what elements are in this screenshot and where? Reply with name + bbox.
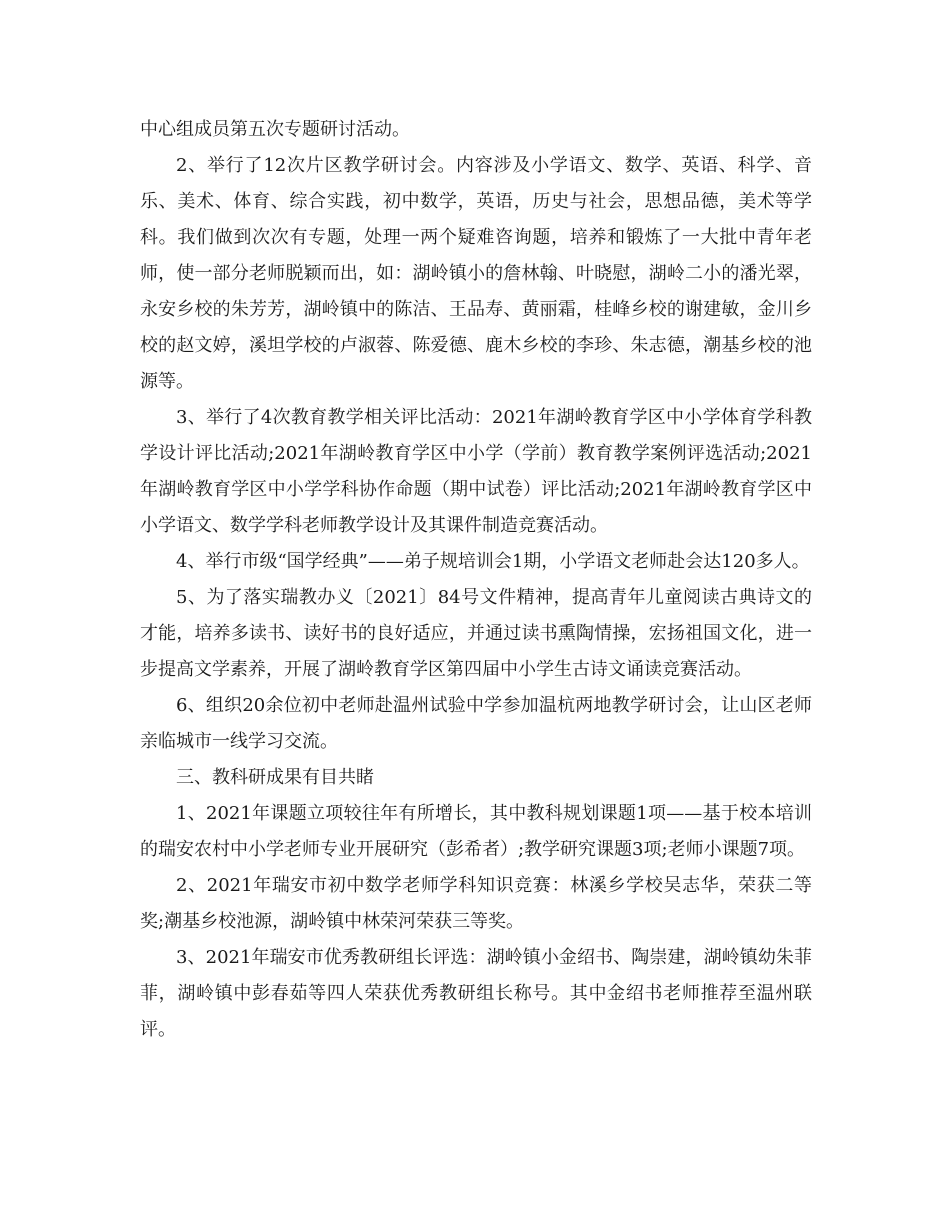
paragraph-continuation: 中心组成员第五次专题研讨活动。: [140, 119, 410, 140]
paragraph-item-2-district-seminars: 2、举行了12次片区教学研讨会。内容涉及小学语文、数学、英语、科学、音乐、美术、体育、综合实践，初中数学，英语，历史与社会，思想品德，美术等学科。我们做到次次有专题，处理一两个疑难咨询题，培养和锻炼了一大批中青年老师，使一部分老师脱颖而出，如：湖岭镇小的詹林翰、叶晓慰，湖岭二小的潘光翠，永安乡校的朱芳芳，湖岭镇中的陈洁、王品寿、黄丽霜，桂峰乡校的谢建敏，金川乡校的赵文婷，溪坦学校的卢淑蓉、陈爱德、鹿木乡校的李珍、朱志德，潮基乡校的池源等。: [140, 155, 812, 392]
paragraph-result-2-math-contest: 2、2021年瑞安市初中数学老师学科知识竞赛：林溪乡学校吴志华，荣获二等奖;潮基乡校池源，湖岭镇中林荣河荣获三等奖。: [140, 875, 812, 932]
paragraph-item-4-classics-training: 4、举行市级“国学经典”——弟子规培训会1期，小学语文老师赴会达120多人。: [176, 551, 810, 572]
paragraph-item-6-wenzhou-seminar: 6、组织20余位初中老师赴温州试验中学参加温杭两地教学研讨会，让山区老师亲临城市一线学习交流。: [140, 695, 812, 752]
section-heading-research-results: 三、教科研成果有目共睹: [176, 767, 374, 788]
paragraph-item-5-poetry-contest: 5、为了落实瑞教办义〔2021〕84号文件精神，提高青年儿童阅读古典诗文的才能，培养多读书、读好书的良好适应，并通过读书熏陶情操，宏扬祖国文化，进一步提高文学素养，开展了湖岭教育学区第四届中小学生古诗文诵读竞赛活动。: [140, 587, 812, 680]
paragraph-result-3-group-leaders: 3、2021年瑞安市优秀教研组长评选：湖岭镇小金绍书、陶崇建，湖岭镇幼朱菲菲，湖岭镇中彭春茹等四人荣获优秀教研组长称号。其中金绍书老师推荐至温州联评。: [140, 947, 812, 1040]
paragraph-item-3-evaluations: 3、举行了4次教育教学相关评比活动：2021年湖岭教育学区中小学体育学科教学设计评比活动;2021年湖岭教育学区中小学（学前）教育教学案例评选活动;2021年湖岭教育学区中小学学科协作命题（期中试卷）评比活动;2021年湖岭教育学区中小学语文、数学学科老师教学设计及其课件制造竞赛活动。: [140, 407, 812, 536]
paragraph-result-1-projects: 1、2021年课题立项较往年有所增长，其中教科规划课题1项——基于校本培训的瑞安农村中小学老师专业开展研究（彭希者）;教学研究课题3项;老师小课题7项。: [140, 803, 812, 860]
document-body: [140, 112, 812, 1048]
